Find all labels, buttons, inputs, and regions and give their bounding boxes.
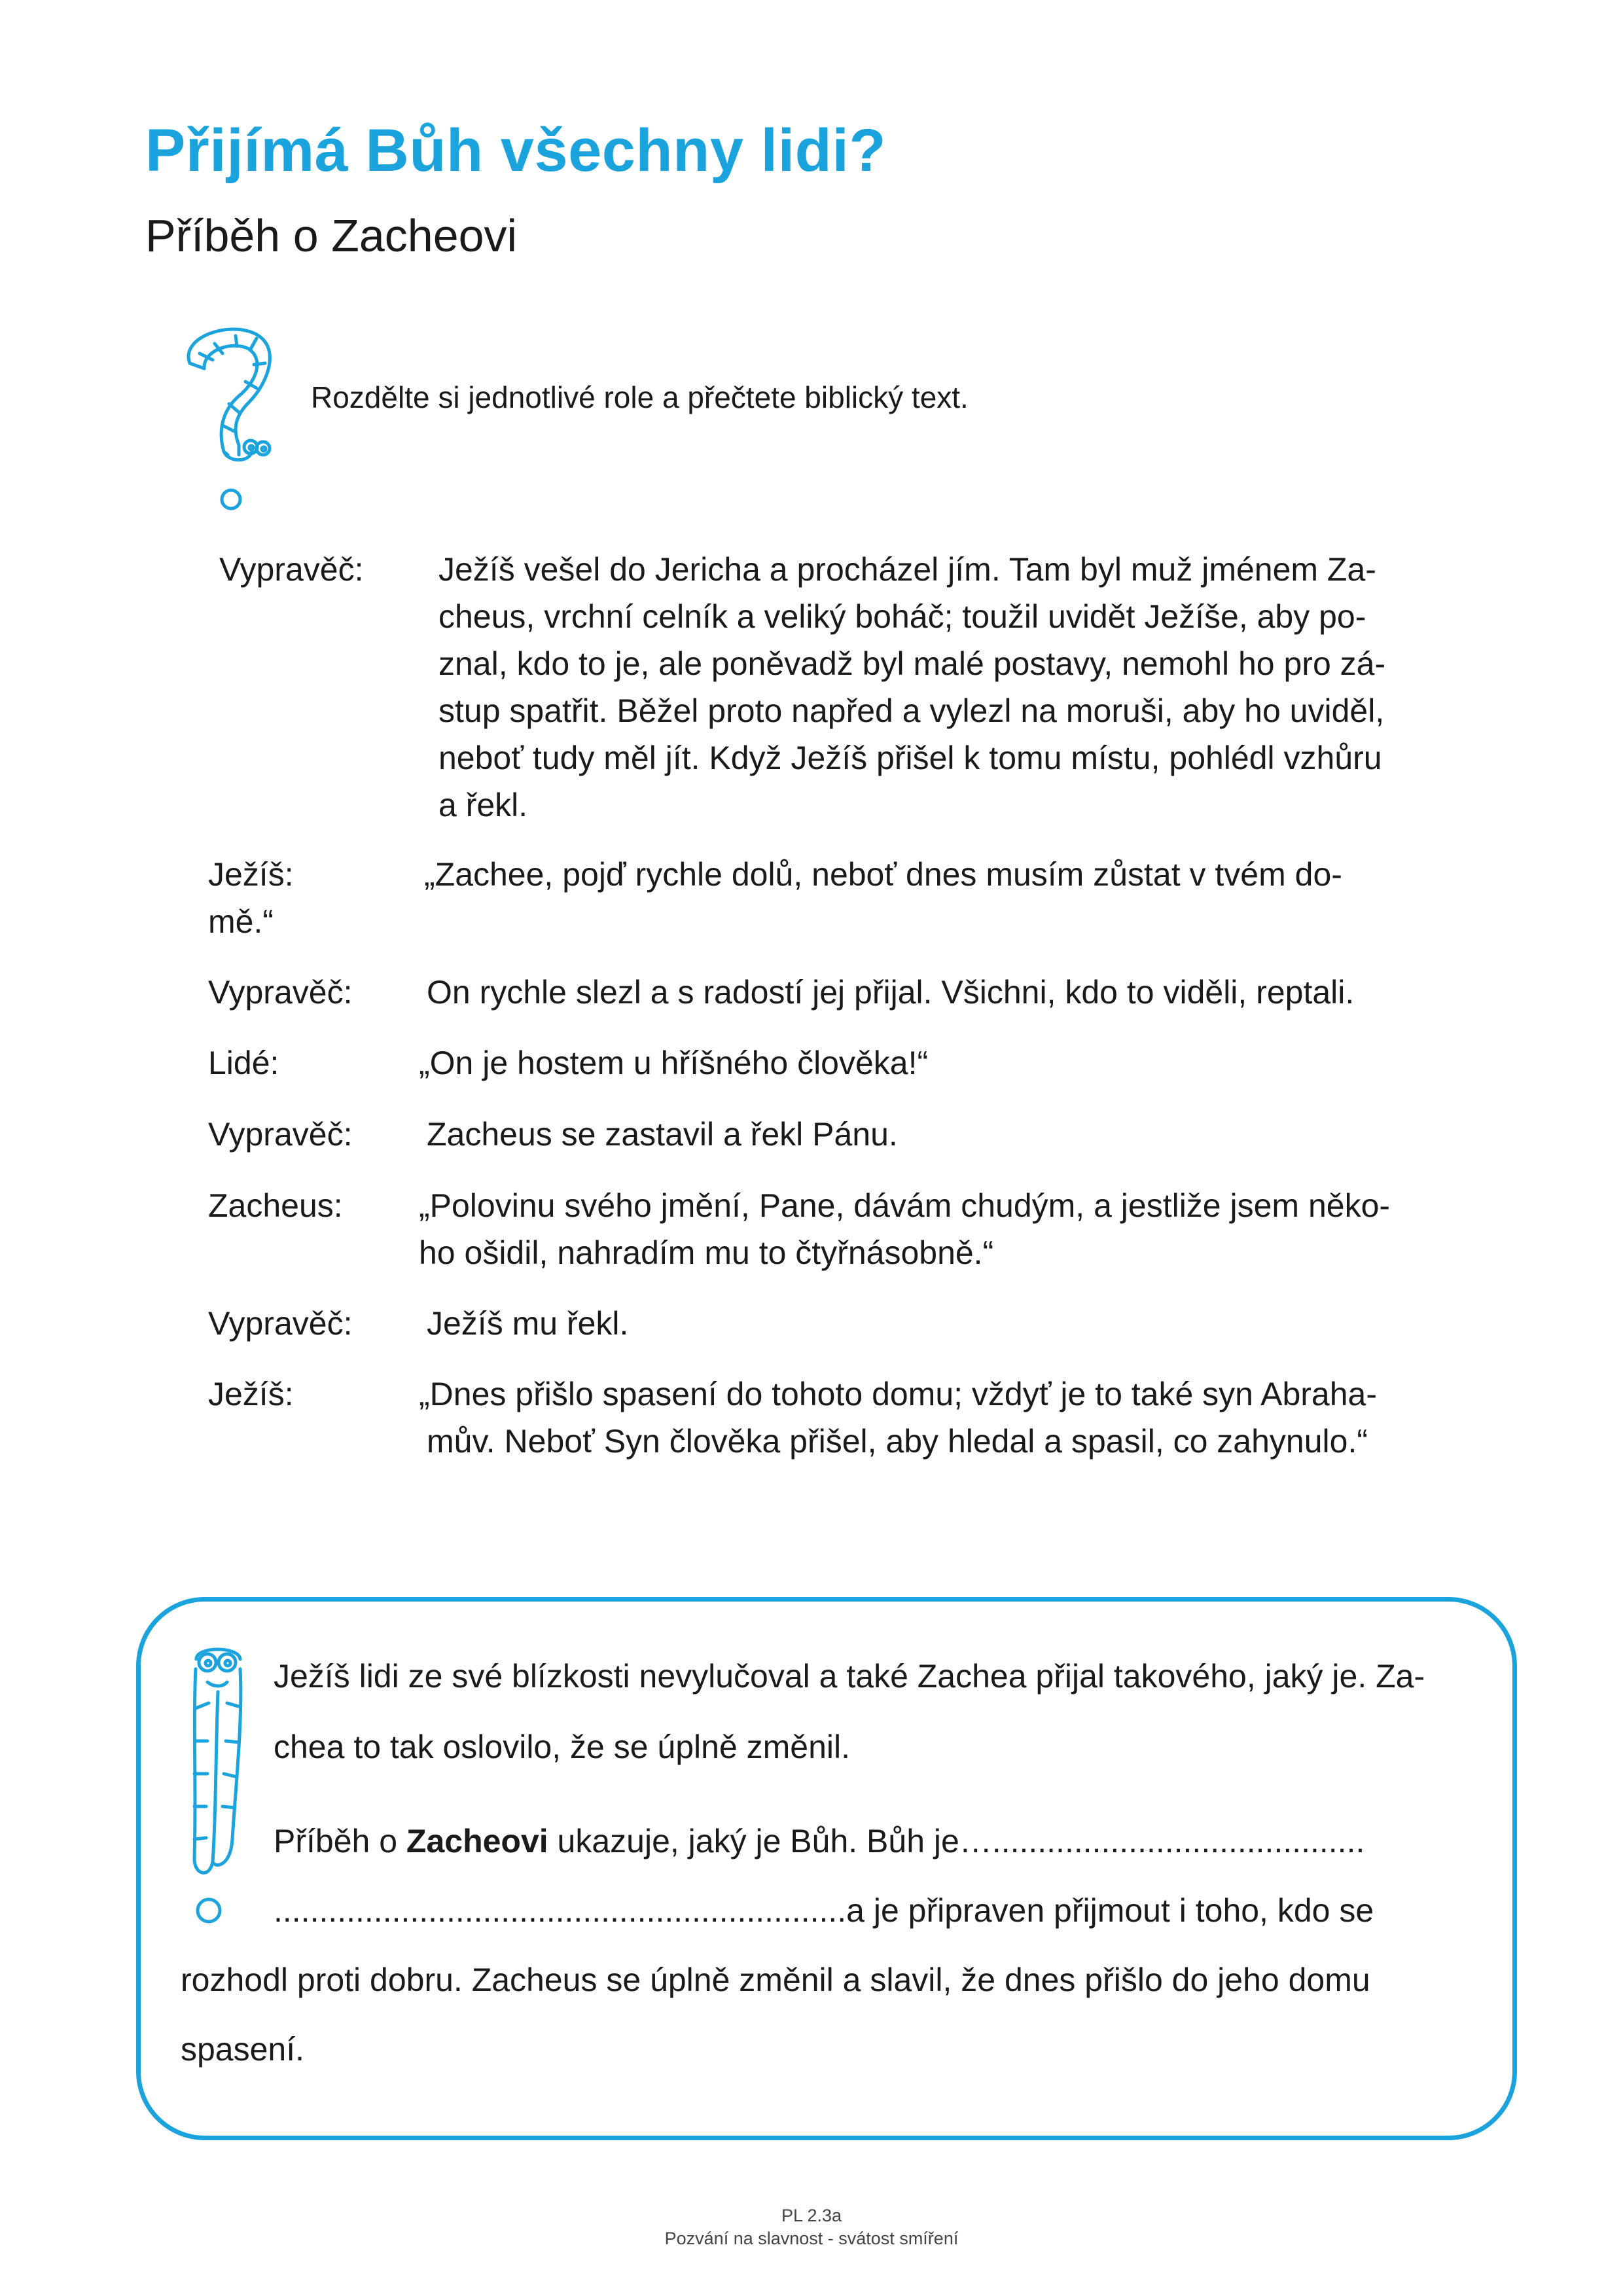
speaker-label: Vypravěč: <box>208 974 353 1011</box>
footer-text: Pozvání na slavnost - svátost smíření <box>664 2229 959 2248</box>
page-title: Přijímá Bůh všechny lidi? <box>145 117 887 184</box>
dialogue-line: Ježíš vešel do Jericha a procházel jím. Tam byl muž jménem Za- <box>438 551 1376 588</box>
speaker-label: Lidé: <box>208 1045 279 1081</box>
box-line: chea to tak oslovilo, že se úplně změnil. <box>274 1729 851 1765</box>
exclamation-worm-icon <box>187 1643 252 1931</box>
box-text-bold: Zacheovi <box>406 1823 548 1859</box>
dialogue-line: Zacheus se zastavil a řekl Pánu. <box>427 1116 898 1153</box>
footer-code: PL 2.3a <box>781 2206 842 2225</box>
box-line: rozhodl proti dobru. Zacheus se úplně změnil a slavil, že dnes přišlo do jeho domu <box>181 1962 1370 1998</box>
dialogue-line: znal, kdo to je, ale poněvadž byl malé postavy, nemohl ho pro zá- <box>438 645 1386 682</box>
dialogue-line: „Polovinu svého jmění, Pane, dávám chudým, a jestliže jsem něko- <box>419 1187 1391 1224</box>
instruction-text: Rozdělte si jednotlivé role a přečtete biblický text. <box>311 380 969 414</box>
speaker-label: Vypravěč: <box>208 1116 353 1153</box>
dialogue-line: Ježíš mu řekl. <box>427 1305 629 1342</box>
bubble-icon <box>194 1895 224 1926</box>
box-line: spasení. <box>181 2031 305 2068</box>
dialogue-line: neboť tudy měl jít. Když Ježíš přišel k tomu místu, pohlédl vzhůru <box>438 740 1382 776</box>
box-text-part: Příběh o <box>274 1823 406 1859</box>
dialogue-line: a řekl. <box>438 787 528 823</box>
page-subtitle: Příběh o Zacheovi <box>145 210 518 261</box>
speaker-label: Zacheus: <box>208 1187 343 1224</box>
dialogue-line: „Zachee, pojď rychle dolů, neboť dnes musím zůstat v tvém do- <box>424 856 1342 893</box>
speaker-label: Ježíš: <box>208 856 294 893</box>
box-text-part: ukazuje, jaký je Bůh. Bůh je…......................................... <box>548 1823 1365 1859</box>
dialogue-line: cheus, vrchní celník a veliký boháč; toužil uvidět Ježíše, aby po- <box>438 598 1366 635</box>
dialogue-line: mův. Neboť Syn člověka přišel, aby hledal a spasil, co zahynulo.“ <box>427 1423 1368 1460</box>
dialogue-line: ho ošidil, nahradím mu to čtyřnásobně.“ <box>419 1234 994 1271</box>
dialogue-line: stup spatřit. Běžel proto napřed a vylezl na moruši, aby ho uviděl, <box>438 692 1385 729</box>
dialogue-line: On rychle slezl a s radostí jej přijal. Všichni, kdo to viděli, reptali. <box>427 974 1355 1011</box>
speaker-label: Vypravěč: <box>208 1305 353 1342</box>
speaker-label: Vypravěč: <box>219 551 364 588</box>
box-line: ...............................................................a je připraven přijmout i toho, kdo se <box>274 1892 1374 1929</box>
dialogue-line: „On je hostem u hříšného člověka!“ <box>419 1045 929 1081</box>
box-line: Ježíš lidi ze své blízkosti nevylučoval a také Zachea přijal takového, jaký je. Za- <box>274 1658 1425 1695</box>
question-mark-worm-icon <box>177 324 288 520</box>
box-line-fill-in <box>274 1818 1364 1865</box>
dialogue-line-wrap: mě.“ <box>208 903 274 940</box>
dialogue-line: „Dnes přišlo spasení do tohoto domu; vždyť je to také syn Abraha- <box>419 1376 1377 1412</box>
speaker-label: Ježíš: <box>208 1376 294 1412</box>
